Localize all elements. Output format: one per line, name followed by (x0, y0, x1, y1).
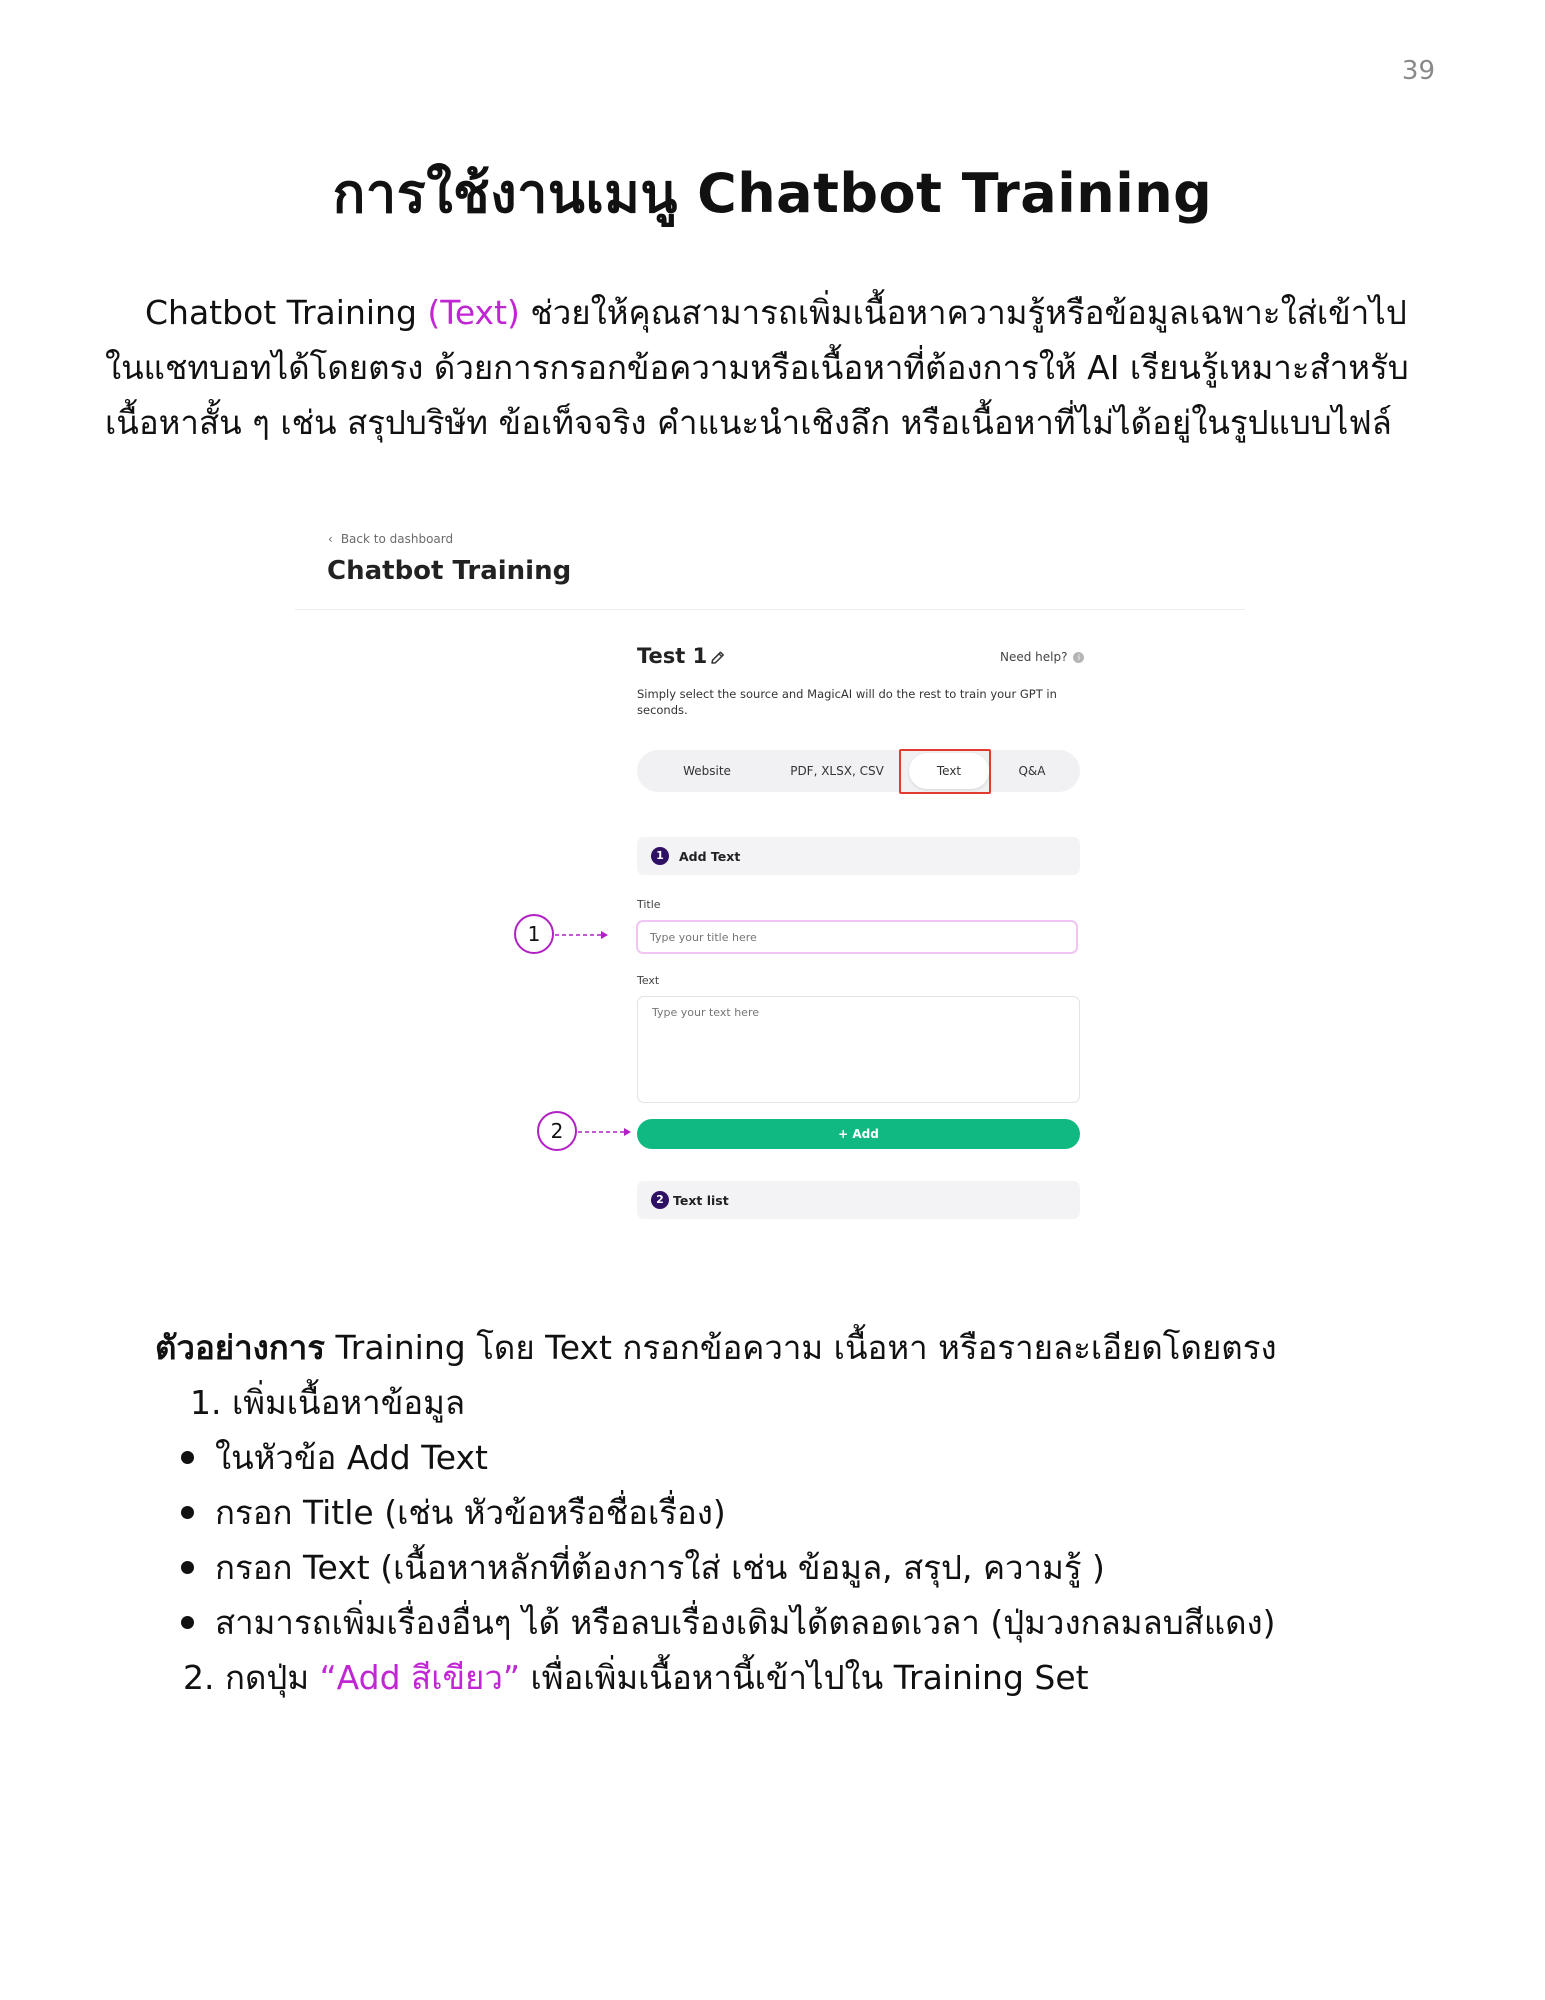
callout-2-arrow-icon (578, 1126, 633, 1138)
page-title: การใช้งานเมนู Chatbot Training (332, 162, 1213, 225)
numbered-item-1: 1. เพิ่มเนื้อหาข้อมูล (190, 1383, 466, 1422)
step-badge: 2 (651, 1191, 669, 1209)
text-field-label: Text (637, 974, 660, 987)
example-section (155, 1320, 1277, 1705)
text-list-section[interactable] (637, 1181, 1080, 1219)
need-help-link[interactable] (1000, 650, 1084, 664)
intro-text: ช่วยให้คุณสามารถเพิ่มเนื้อหาความรู้หรือข้อมูลเฉพาะใส่เข้าไป (519, 293, 1407, 332)
example-heading-text: Training โดย Text กรอกข้อความ เนื้อหา หรือรายละเอียดโดยตรง (325, 1328, 1277, 1367)
title-input[interactable] (636, 920, 1078, 954)
back-to-dashboard-link[interactable] (328, 532, 453, 546)
need-help-label: Need help? (1000, 650, 1068, 664)
callout-1-marker: 1 (514, 914, 554, 954)
tab-qa[interactable]: Q&A (1018, 764, 1046, 778)
intro-line-3: เนื้อหาสั้น ๆ เช่น สรุปบริษัท ข้อเท็จจริง คำแนะนำเชิงลึก หรือเนื้อหาที่ไม่ได้อยู่ในรูปแบบไฟล์ (105, 403, 1392, 442)
bullet-item: กรอก Title (เช่น หัวข้อหรือชื่อเรื่อง) (155, 1485, 1277, 1540)
tab-text[interactable]: Text (909, 753, 989, 789)
tab-pdf-xlsx-csv[interactable]: PDF, XLSX, CSV (790, 764, 884, 778)
chevron-left-icon: ‹ (328, 532, 333, 546)
example-heading-bold: ตัวอย่างการ (155, 1328, 325, 1367)
info-icon: i (1073, 652, 1084, 663)
callout-1-arrow-icon (555, 929, 610, 941)
numbered-item-2 (155, 1650, 1277, 1705)
intro-text: Chatbot Training (145, 293, 428, 332)
item2-text: 2. กดปุ่ม (183, 1658, 320, 1697)
screenshot-page-title: Chatbot Training (327, 556, 572, 586)
title-field-label: Title (637, 898, 661, 911)
section-label: Add Text (679, 848, 741, 864)
back-link-label: Back to dashboard (340, 532, 454, 546)
text-input[interactable] (637, 996, 1080, 1103)
add-text-section (637, 837, 1080, 875)
pencil-edit-icon[interactable] (708, 648, 728, 668)
item2-text: เพื่อเพิ่มเนื้อหานี้เข้าไปใน Training Set (520, 1658, 1089, 1697)
active-tab-highlight-box (899, 749, 991, 794)
divider (295, 609, 1245, 610)
intro-paragraph (105, 285, 1435, 450)
add-button[interactable]: + Add (637, 1119, 1080, 1149)
bullet-item: กรอก Text (เนื้อหาหลักที่ต้องการใส่ เช่น ข้อมูล, สรุป, ความรู้ ) (155, 1540, 1277, 1595)
tab-website[interactable]: Website (683, 764, 731, 778)
intro-line-2: ในแชทบอทได้โดยตรง ด้วยการกรอกข้อความหรือเนื้อหาที่ต้องการให้ AI เรียนรู้เหมาะสำหรับ (105, 348, 1409, 387)
example-heading (155, 1320, 1277, 1375)
bullet-item: สามารถเพิ่มเรื่องอื่นๆ ได้ หรือลบเรื่องเดิมได้ตลอดเวลา (ปุ่มวงกลมลบสีแดง) (155, 1595, 1277, 1650)
intro-accent-text: (Text) (427, 293, 520, 332)
step-badge: 1 (651, 847, 669, 865)
intro-line-1 (105, 285, 1435, 340)
training-set-name: Test 1 (637, 644, 708, 668)
callout-2-marker: 2 (537, 1111, 577, 1151)
source-tabs (637, 750, 1080, 792)
item2-accent-text: “Add สีเขียว” (319, 1658, 520, 1697)
section-label: Text list (673, 1192, 729, 1208)
page-number: 39 (1401, 56, 1435, 86)
bullet-item: ในหัวข้อ Add Text (155, 1430, 1277, 1485)
panel-description: Simply select the source and MagicAI will do the rest to train your GPT in seconds. (637, 687, 1057, 717)
